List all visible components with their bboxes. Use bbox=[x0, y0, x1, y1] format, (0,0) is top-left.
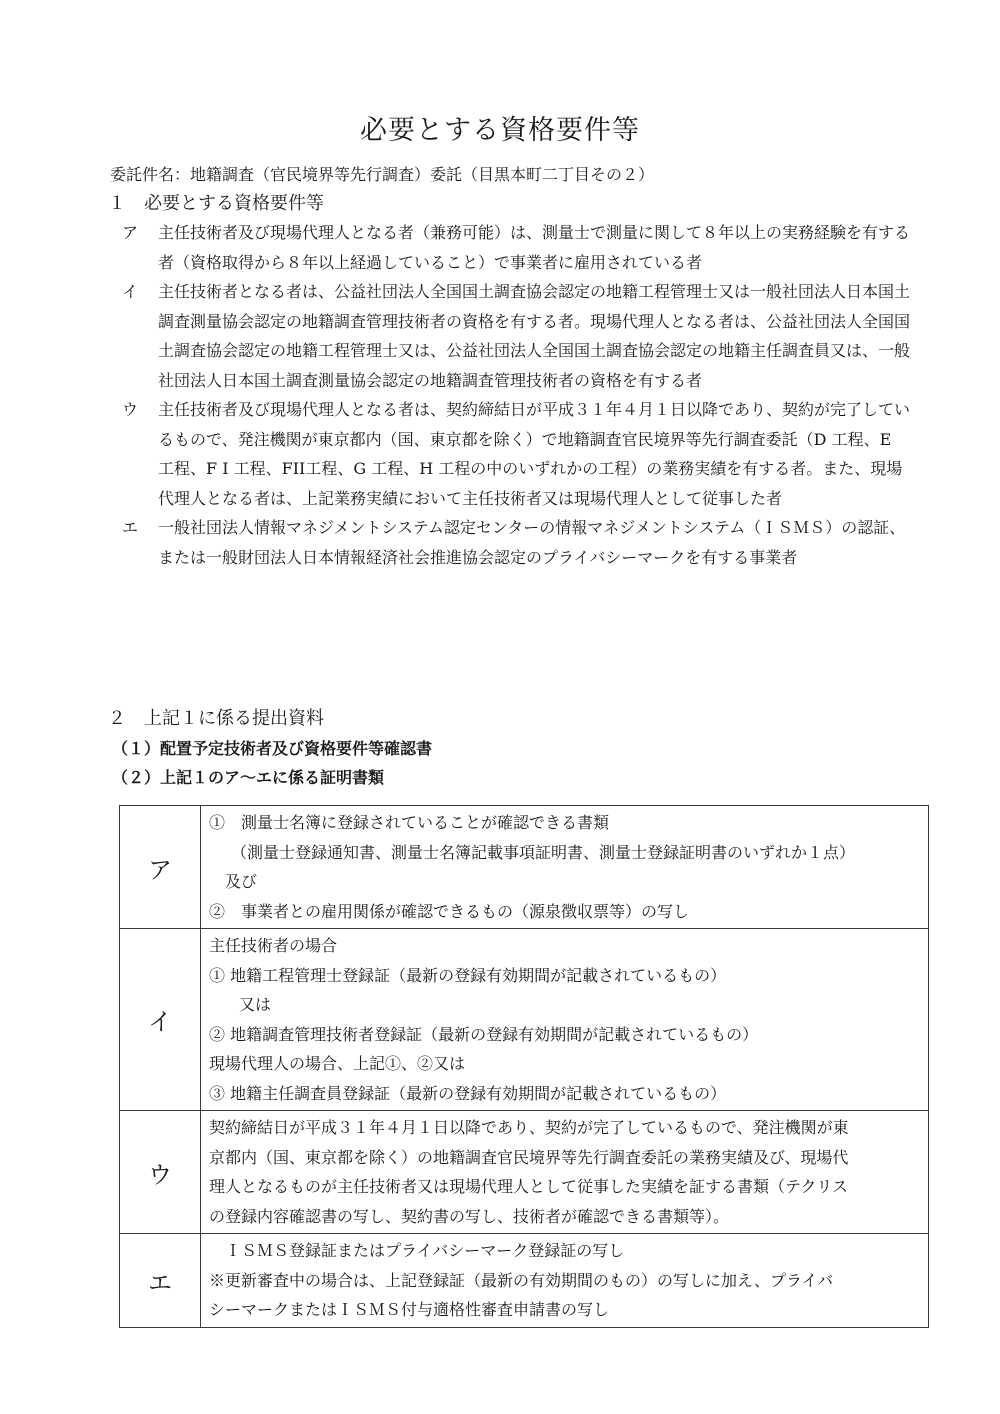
requirement-mark: ウ bbox=[122, 400, 139, 419]
content-line: 主任技術者の場合 bbox=[209, 936, 338, 955]
requirement-text: 主任技術者及び現場代理人となる者は、契約締結日が平成３１年４月１日以降であり、契約が完了しているもので、発注機関が東京都内（国、東京都を除く）で地籍調査官民境界等先行調査委託（D 工程、E 工程、F I 工程、FII工程、G 工程、H 工程の中のいずれかの工程）の業務実績を有する者。また、現場代理人となる者は、上記業務実績において主任技術者又は現場代理人として従事した者 bbox=[158, 400, 911, 508]
requirement-item-a bbox=[122, 218, 912, 277]
requirement-text: 一般社団法人情報マネジメントシステム認定センターの情報マネジメントシステム（ＩＳＭＳ）の認証、または一般財団法人日本情報経済社会推進協会認定のプライバシーマークを有する事業者 bbox=[158, 518, 906, 567]
content-line: 現場代理人の場合、上記①、②又は bbox=[209, 1054, 466, 1073]
content-line: ② 地籍調査管理技術者登録証（最新の登録有効期間が記載されているもの） bbox=[209, 1024, 759, 1044]
row-content bbox=[201, 806, 929, 929]
requirement-mark: ア bbox=[122, 223, 139, 242]
row-content bbox=[201, 1111, 929, 1234]
row-content bbox=[201, 929, 929, 1111]
row-content bbox=[201, 1234, 929, 1328]
subject-line: 委託件名：地籍調査（官民境界等先行調査）委託（目黒本町二丁目その２） bbox=[110, 165, 655, 184]
requirement-item-u bbox=[122, 395, 912, 513]
submission-item-1: （１）配置予定技術者及び資格要件等確認書 bbox=[112, 739, 433, 758]
content-line: 又は bbox=[239, 995, 272, 1014]
row-label: イ bbox=[120, 929, 201, 1111]
requirement-list bbox=[122, 218, 912, 572]
content-line: ② 事業者との雇用関係が確認できるもの（源泉徴収票等）の写し bbox=[209, 901, 690, 921]
page-title: 必要とする資格要件等 bbox=[360, 115, 640, 146]
table-row bbox=[120, 806, 929, 929]
content-line: ※更新審査中の場合は、上記登録証（最新の有効期間のもの）の写しに加え、プライバ bbox=[209, 1270, 834, 1290]
requirement-mark: エ bbox=[122, 518, 139, 537]
content-line: （測量士登録通知書、測量士名簿記載事項証明書、測量士登録証明書のいずれか１点） bbox=[231, 842, 856, 862]
table-row bbox=[120, 1111, 929, 1234]
content-line: ① 測量士名簿に登録されていることが確認できる書類 bbox=[209, 813, 610, 832]
section2-heading: ２ 上記１に係る提出資料 bbox=[108, 708, 324, 729]
row-label: ア bbox=[120, 806, 201, 929]
row-label: エ bbox=[120, 1234, 201, 1328]
requirement-text: 主任技術者及び現場代理人となる者（兼務可能）は、測量士で測量に関して８年以上の実務経験を有する者（資格取得から８年以上経過していること）で事業者に雇用されている者 bbox=[158, 223, 911, 272]
requirement-text: 主任技術者となる者は、公益社団法人全国国土調査協会認定の地籍工程管理士又は一般社団法人日本国土調査測量協会認定の地籍調査管理技術者の資格を有する者。現場代理人となる者は、公益社団法人全国国土調査協会認定の地籍工程管理士又は、公益社団法人全国国土調査協会認定の地籍主任調査員又は、一般社団法人日本国土調査測量協会認定の地籍調査管理技術者の資格を有する者 bbox=[158, 282, 911, 390]
table-row bbox=[120, 929, 929, 1111]
content-line: ＩＳＭＳ登録証またはプライバシーマーク登録証の写し bbox=[225, 1241, 625, 1260]
content-line: ③ 地籍主任調査員登録証（最新の登録有効期間が記載されているもの） bbox=[209, 1083, 727, 1103]
requirement-mark: イ bbox=[122, 282, 139, 301]
table-row bbox=[120, 1234, 929, 1328]
content-line: の登録内容確認書の写し、契約書の写し、技術者が確認できる書類等）。 bbox=[209, 1206, 730, 1226]
content-line: 理人となるものが主任技術者又は現場代理人として従事した実績を証する書類（テクリス bbox=[209, 1177, 849, 1196]
section1-heading: １ 必要とする資格要件等 bbox=[108, 193, 324, 214]
requirement-item-e bbox=[122, 513, 912, 572]
submission-item-2: （２）上記１のア～エに係る証明書類 bbox=[112, 768, 385, 787]
content-line: シーマークまたはＩＳＭＳ付与適格性審査申請書の写し bbox=[209, 1300, 610, 1319]
evidence-table bbox=[119, 805, 929, 1328]
content-line: 及び bbox=[225, 872, 258, 891]
row-label: ウ bbox=[120, 1111, 201, 1234]
content-line: 京都内（国、東京都を除く）の地籍調査官民境界等先行調査委託の業務実績及び、現場代 bbox=[209, 1147, 849, 1167]
content-line: 契約締結日が平成３１年４月１日以降であり、契約が完了しているもので、発注機関が東 bbox=[209, 1118, 849, 1137]
requirement-item-i bbox=[122, 277, 912, 395]
content-line: ① 地籍工程管理士登録証（最新の登録有効期間が記載されているもの） bbox=[209, 965, 727, 985]
